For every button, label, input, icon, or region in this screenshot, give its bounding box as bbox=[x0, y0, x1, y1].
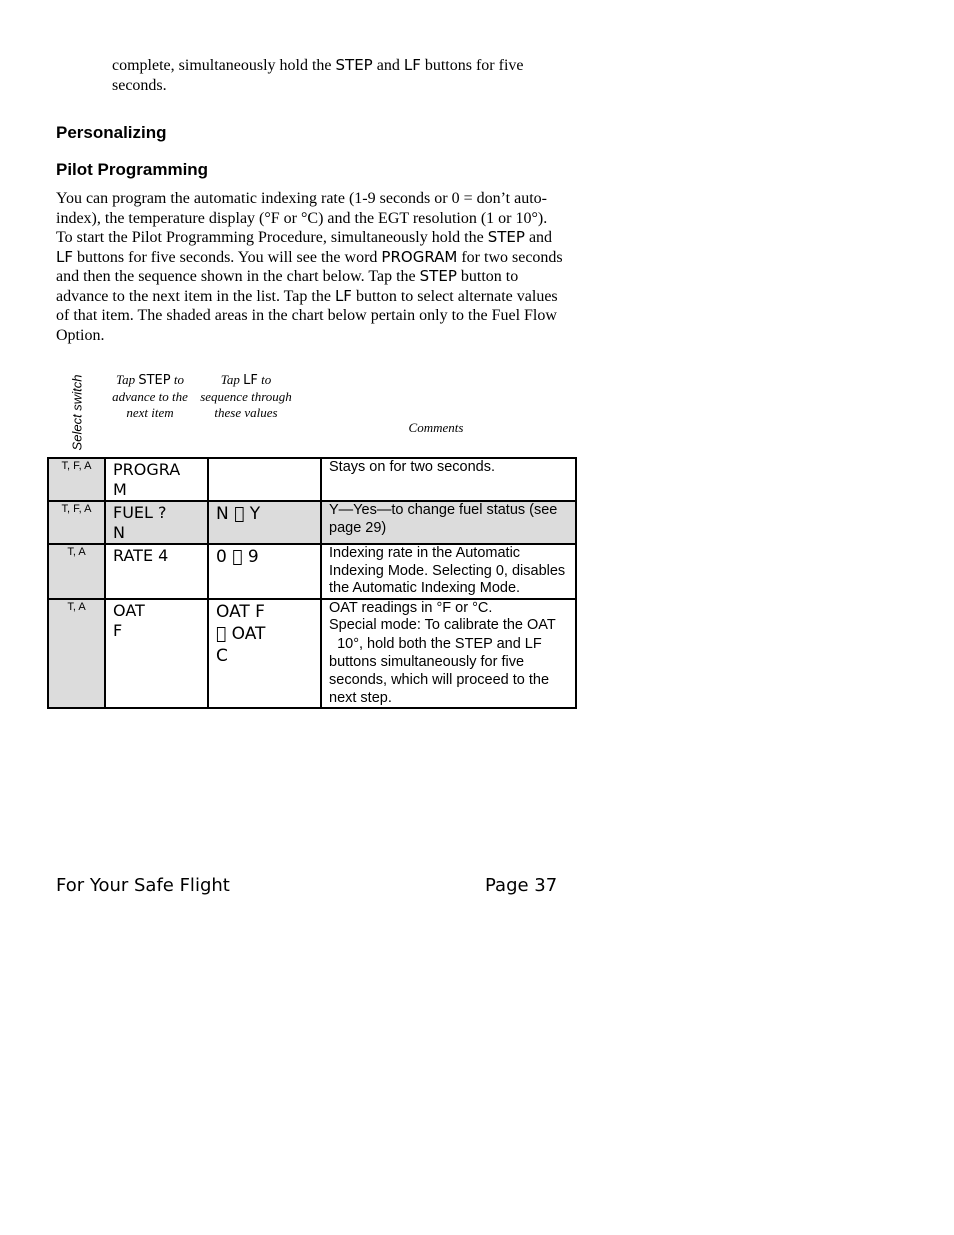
select-switch-cell: T, F, A bbox=[48, 501, 105, 544]
header-tap: Tap bbox=[116, 372, 136, 387]
footer-title: For Your Safe Flight bbox=[56, 875, 230, 896]
header-step-key: STEP bbox=[138, 373, 171, 388]
heading-pilot-programming: Pilot Programming bbox=[56, 160, 209, 179]
paragraph-text: You can program the automatic indexing rate (1-9 seconds or 0 = don’t auto-index), the temperature display (°F or °C) and the EGT resolution (1 or 10°). To start the Pilot Programming Procedure, simultaneously hold the bbox=[56, 190, 548, 246]
table-row bbox=[48, 458, 576, 501]
comment-line: Special mode: To calibrate the OAT bbox=[329, 617, 556, 633]
header-step-text: to advance to the next item bbox=[112, 372, 188, 420]
page-number: Page 37 bbox=[485, 875, 558, 896]
table-row bbox=[48, 599, 576, 708]
lf-key: LF bbox=[334, 286, 352, 305]
paragraph-text: and bbox=[524, 229, 553, 246]
comment-cell bbox=[321, 599, 576, 708]
values-cell: 0   9 bbox=[208, 544, 321, 599]
comment-cell: Indexing rate in the Automatic Indexing Mode. Selecting 0, disables the Automatic Indexing Mode. bbox=[321, 544, 576, 599]
comment-line: OAT readings in °F or °C. bbox=[329, 599, 493, 616]
header-lf-text: to sequence through these values bbox=[200, 372, 292, 420]
paragraph-text: for two seconds and then the sequence shown in the chart below. Tap the bbox=[56, 248, 563, 285]
programming-table bbox=[47, 457, 577, 709]
values-cell bbox=[208, 458, 321, 501]
body-paragraph bbox=[56, 189, 566, 345]
column-header-comments: Comments bbox=[408, 420, 464, 435]
table-row bbox=[48, 501, 576, 544]
paragraph-text: button to advance to the next item in the list. Tap the bbox=[56, 268, 519, 305]
step-key: STEP bbox=[419, 267, 457, 285]
step-cell: RATE 4 bbox=[105, 544, 208, 599]
paragraph-text: buttons for five seconds. You will see the word bbox=[73, 248, 382, 266]
table-row bbox=[48, 544, 576, 599]
program-word: PROGRAM bbox=[381, 247, 458, 266]
select-switch-cell: T, F, A bbox=[48, 458, 105, 501]
intro-text-part: complete, simultaneously hold the bbox=[112, 57, 336, 74]
comment-cell: Y—Yes—to change fuel status (see page 29) bbox=[321, 501, 576, 544]
step-cell: OAT F bbox=[105, 599, 208, 708]
select-switch-label: Select switch bbox=[69, 374, 85, 451]
lf-key: LF bbox=[403, 56, 421, 74]
select-switch-cell: T, A bbox=[48, 544, 105, 599]
values-cell: OAT F   OAT C bbox=[208, 599, 321, 708]
lf-key: LF bbox=[56, 247, 73, 266]
intro-text-part: buttons for five seconds. bbox=[112, 57, 524, 94]
intro-text-part: and bbox=[372, 57, 404, 74]
heading-personalizing: Personalizing bbox=[56, 123, 167, 142]
step-cell: FUEL ? N bbox=[105, 501, 208, 544]
step-cell: PROGRA M bbox=[105, 458, 208, 501]
header-lf-key: LF bbox=[243, 373, 258, 388]
step-key: STEP bbox=[335, 56, 373, 74]
comment-line: 10°, hold both the STEP and LF buttons simultaneously for five seconds, which will proceed to the next step. bbox=[329, 635, 554, 706]
column-header-step bbox=[110, 372, 190, 421]
intro-text bbox=[112, 55, 582, 96]
select-switch-cell: T, A bbox=[48, 599, 105, 708]
values-cell: N   Y bbox=[208, 501, 321, 544]
column-header-lf bbox=[200, 372, 292, 421]
comment-cell: Stays on for two seconds. bbox=[321, 458, 576, 501]
header-tap: Tap bbox=[220, 372, 240, 387]
step-key: STEP bbox=[487, 228, 525, 246]
paragraph-text: button to select alternate values of that item. The shaded areas in the chart below pertain only to the Fuel Flow Option. bbox=[56, 287, 558, 344]
